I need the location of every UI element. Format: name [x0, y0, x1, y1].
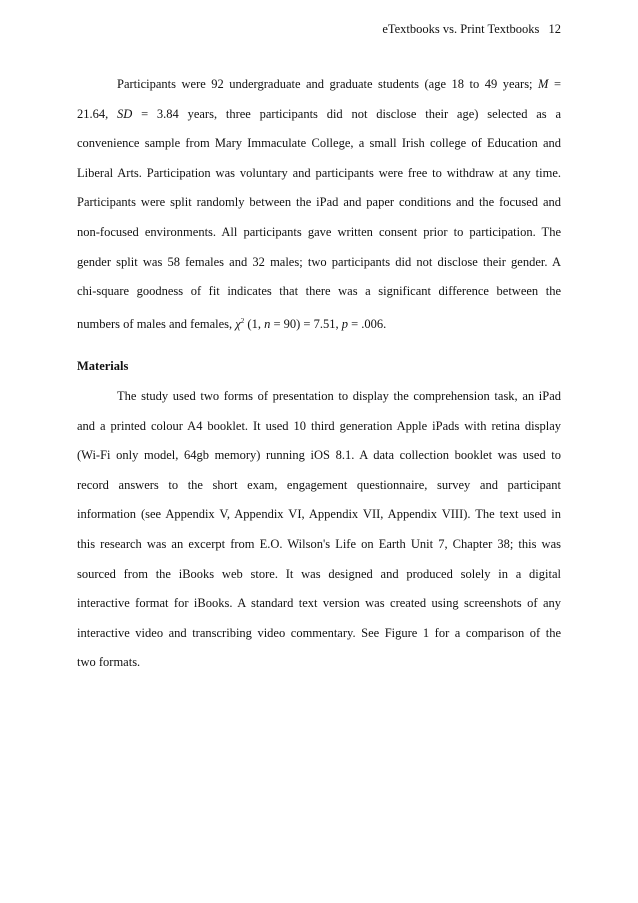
- text-line: non-focused environments. All participants gave written consent prior to participation. The: [77, 224, 561, 239]
- chi-superscript: 2: [240, 316, 245, 325]
- section-heading-materials: Materials: [77, 359, 129, 374]
- mean-symbol: M: [538, 77, 549, 91]
- text-line: chi-square goodness of fit indicates that there was a significant difference between the: [77, 284, 561, 299]
- running-head: [382, 21, 561, 37]
- text-line: Participants were 92 undergraduate and graduate students (age 18 to 49 years; M =: [117, 77, 561, 91]
- text-line: (Wi-Fi only model, 64gb memory) running iOS 8.1. A data collection booklet was used to: [77, 448, 561, 463]
- chi-symbol: χ: [235, 316, 241, 331]
- text-line: information (see Appendix V, Appendix VI, Appendix VII, Appendix VIII). The text used in: [77, 507, 561, 522]
- text-line: gender split was 58 females and 32 males; two participants did not disclose their gender. A: [77, 254, 561, 269]
- text-line: convenience sample from Mary Immaculate College, a small Irish college of Education and: [77, 136, 561, 151]
- document-body: [77, 70, 561, 678]
- text-line: interactive video and transcribing video commentary. See Figure 1 for a comparison of the: [77, 625, 561, 640]
- text-line: The study used two forms of presentation to display the comprehension task, an iPad: [117, 388, 561, 403]
- text-line: Liberal Arts. Participation was voluntary and participants were free to withdraw at any time.: [77, 165, 561, 180]
- page-number: 12: [548, 22, 561, 36]
- participants-paragraph: [77, 70, 561, 336]
- n-symbol: n: [264, 316, 271, 331]
- text-line: numbers of males and females, $\chi^2$ (1, n = 90) = 7.51, p = .006.: [77, 316, 387, 331]
- text-line: interactive format for iBooks. A standard text version was created using screenshots of any: [77, 596, 561, 611]
- running-head-title: eTextbooks vs. Print Textbooks: [382, 22, 540, 36]
- text-line: Participants were split randomly between the iPad and paper conditions and the focused and: [77, 195, 561, 210]
- text-line: 21.64, SD = 3.84 years, three participants did not disclose their age) selected as a: [77, 106, 561, 121]
- text-line: this research was an excerpt from E.O. Wilson's Life on Earth Unit 7, Chapter 38; this was: [77, 536, 561, 551]
- text-line: two formats.: [77, 655, 141, 670]
- p-symbol: p: [341, 316, 348, 331]
- text-line: record answers to the short exam, engagement questionnaire, survey and participant: [77, 477, 561, 492]
- text-line: sourced from the iBooks web store. It was designed and produced solely in a digital: [77, 566, 561, 581]
- materials-paragraph: [77, 382, 561, 678]
- text-line: and a printed colour A4 booklet. It used 10 third generation Apple iPads with retina display: [77, 418, 561, 433]
- sd-symbol: SD: [117, 106, 133, 121]
